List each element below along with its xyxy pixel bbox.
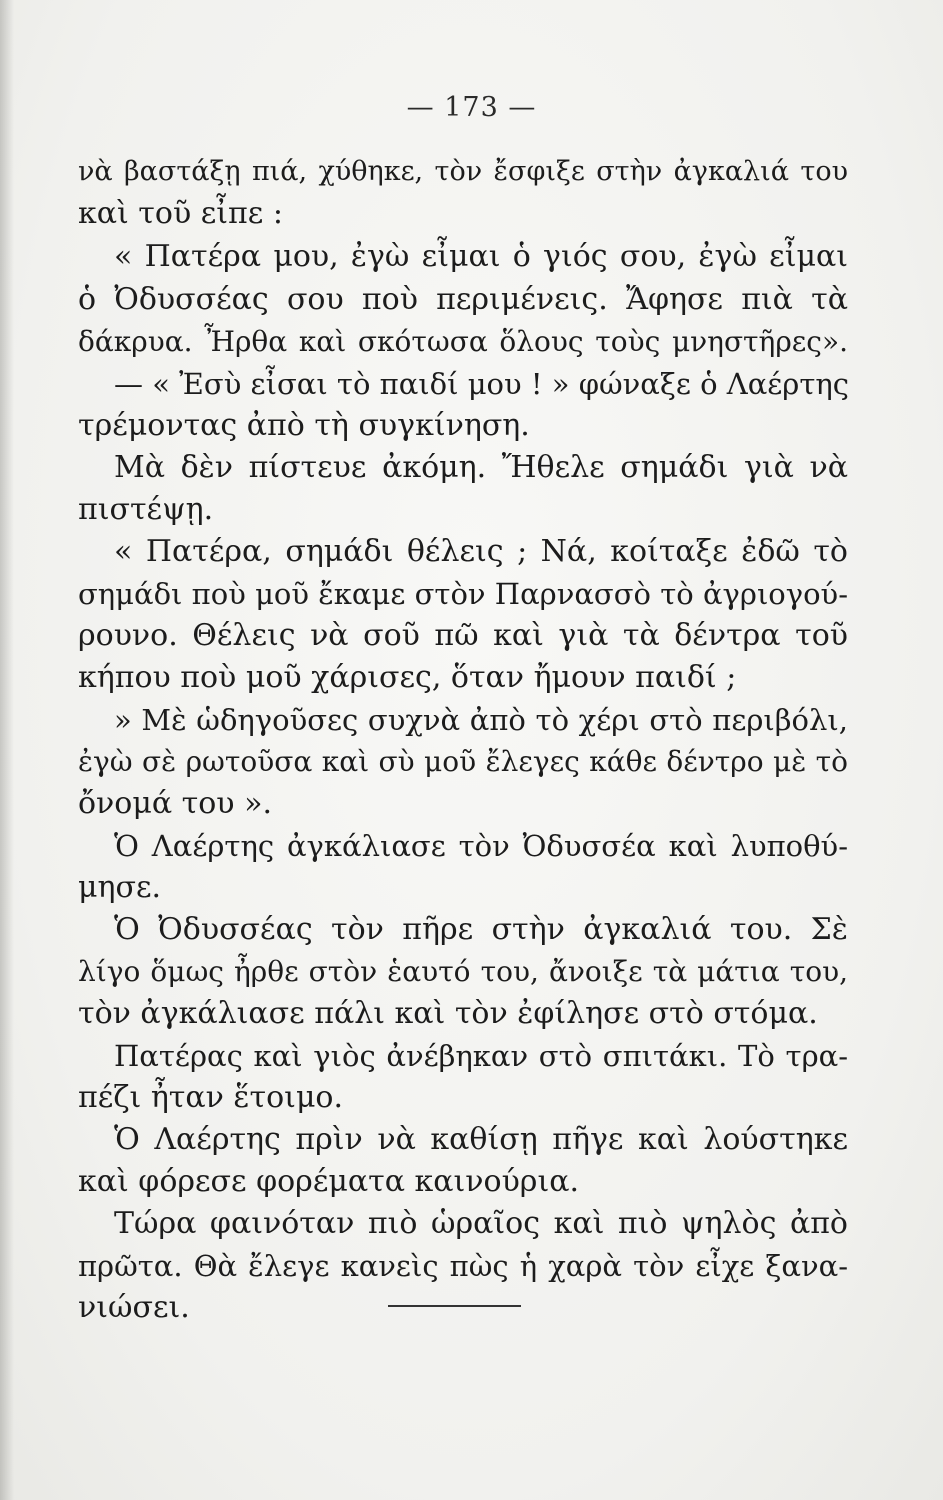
text-line: λίγο ὅμως ἦρθε στὸν ἑαυτό του, ἄνοιξε τὰ μάτια του, — [78, 955, 848, 988]
text-line: καὶ τοῦ εἶπε : — [78, 196, 283, 231]
text-line: « Πατέρα, σημάδι θέλεις ; Νά, κοίταξε ἐδῶ τὸ — [114, 534, 848, 569]
page-number: — 173 — — [406, 92, 537, 123]
text-line: ἐγὼ σὲ ρωτοῦσα καὶ σὺ μοῦ ἔλεγες κάθε δέντρο μὲ τὸ — [78, 745, 848, 778]
text-line: δάκρυα. Ἦρθα καὶ σκότωσα ὅλους τοὺς μνηστῆρες». — [78, 325, 848, 358]
text-line: πέζι ἦταν ἕτοιμο. — [78, 1080, 344, 1115]
text-line: Ὁ Ὀδυσσέας τὸν πῆρε στὴν ἀγκαλιά του. Σὲ — [114, 912, 848, 947]
text-line: Μὰ δὲν πίστευε ἀκόμη. Ἤθελε σημάδι γιὰ νὰ — [114, 450, 848, 485]
text-line: Ὁ Λαέρτης πρὶν νὰ καθίσῃ πῆγε καὶ λούστηκε — [114, 1122, 848, 1157]
chapter-end-rule — [388, 1305, 521, 1307]
text-line: πρῶτα. Θὰ ἔλεγε κανεὶς πὼς ἡ χαρὰ τὸν εἶχε ξανα- — [78, 1249, 848, 1283]
text-line: καὶ φόρεσε φορέματα καινούρια. — [78, 1164, 580, 1199]
text-line: « Πατέρα μου, ἐγὼ εἶμαι ὁ γιός σου, ἐγὼ εἶμαι — [114, 239, 848, 274]
text-line: Πατέρας καὶ γιὸς ἀνέβηκαν στὸ σπιτάκι. Τὸ τρα- — [114, 1039, 848, 1073]
page-edge-shadow — [0, 0, 14, 1500]
text-line: ρουνο. Θέλεις νὰ σοῦ πῶ καὶ γιὰ τὰ δέντρα τοῦ — [78, 618, 848, 653]
text-line: κήπου ποὺ μοῦ χάρισες, ὅταν ἤμουν παιδί ; — [78, 660, 737, 695]
text-line: Τώρα φαινόταν πιὸ ὡραῖος καὶ πιὸ ψηλὸς ἀπὸ — [114, 1206, 848, 1241]
text-line: πιστέψῃ. — [78, 492, 214, 527]
text-line: μησε. — [78, 870, 162, 905]
text-line: ὄνομά του ». — [78, 786, 272, 821]
text-line: τὸν ἀγκάλιασε πάλι καὶ τὸν ἐφίλησε στὸ στόμα. — [78, 996, 818, 1031]
text-line: — « Ἐσὺ εἶσαι τὸ παιδί μου ! » φώναξε ὁ Λαέρτης — [114, 367, 850, 401]
text-line: νιώσει. — [78, 1290, 190, 1325]
text-line: Ὁ Λαέρτης ἀγκάλιασε τὸν Ὀδυσσέα καὶ λυποθύ- — [114, 829, 848, 863]
text-line: νὰ βαστάξῃ πιά, χύθηκε, τὸν ἔσφιξε στὴν ἀγκαλιά του — [78, 156, 848, 187]
text-line: σημάδι ποὺ μοῦ ἔκαμε στὸν Παρνασσὸ τὸ ἀγριογού- — [78, 577, 848, 611]
text-line: » Μὲ ὡδηγοῦσες συχνὰ ἀπὸ τὸ χέρι στὸ περιβόλι, — [114, 703, 848, 737]
text-line: τρέμοντας ἀπὸ τὴ συγκίνηση. — [78, 408, 530, 443]
text-line: ὁ Ὀδυσσέας σου ποὺ περιμένεις. Ἄφησε πιὰ τὰ — [78, 282, 848, 317]
